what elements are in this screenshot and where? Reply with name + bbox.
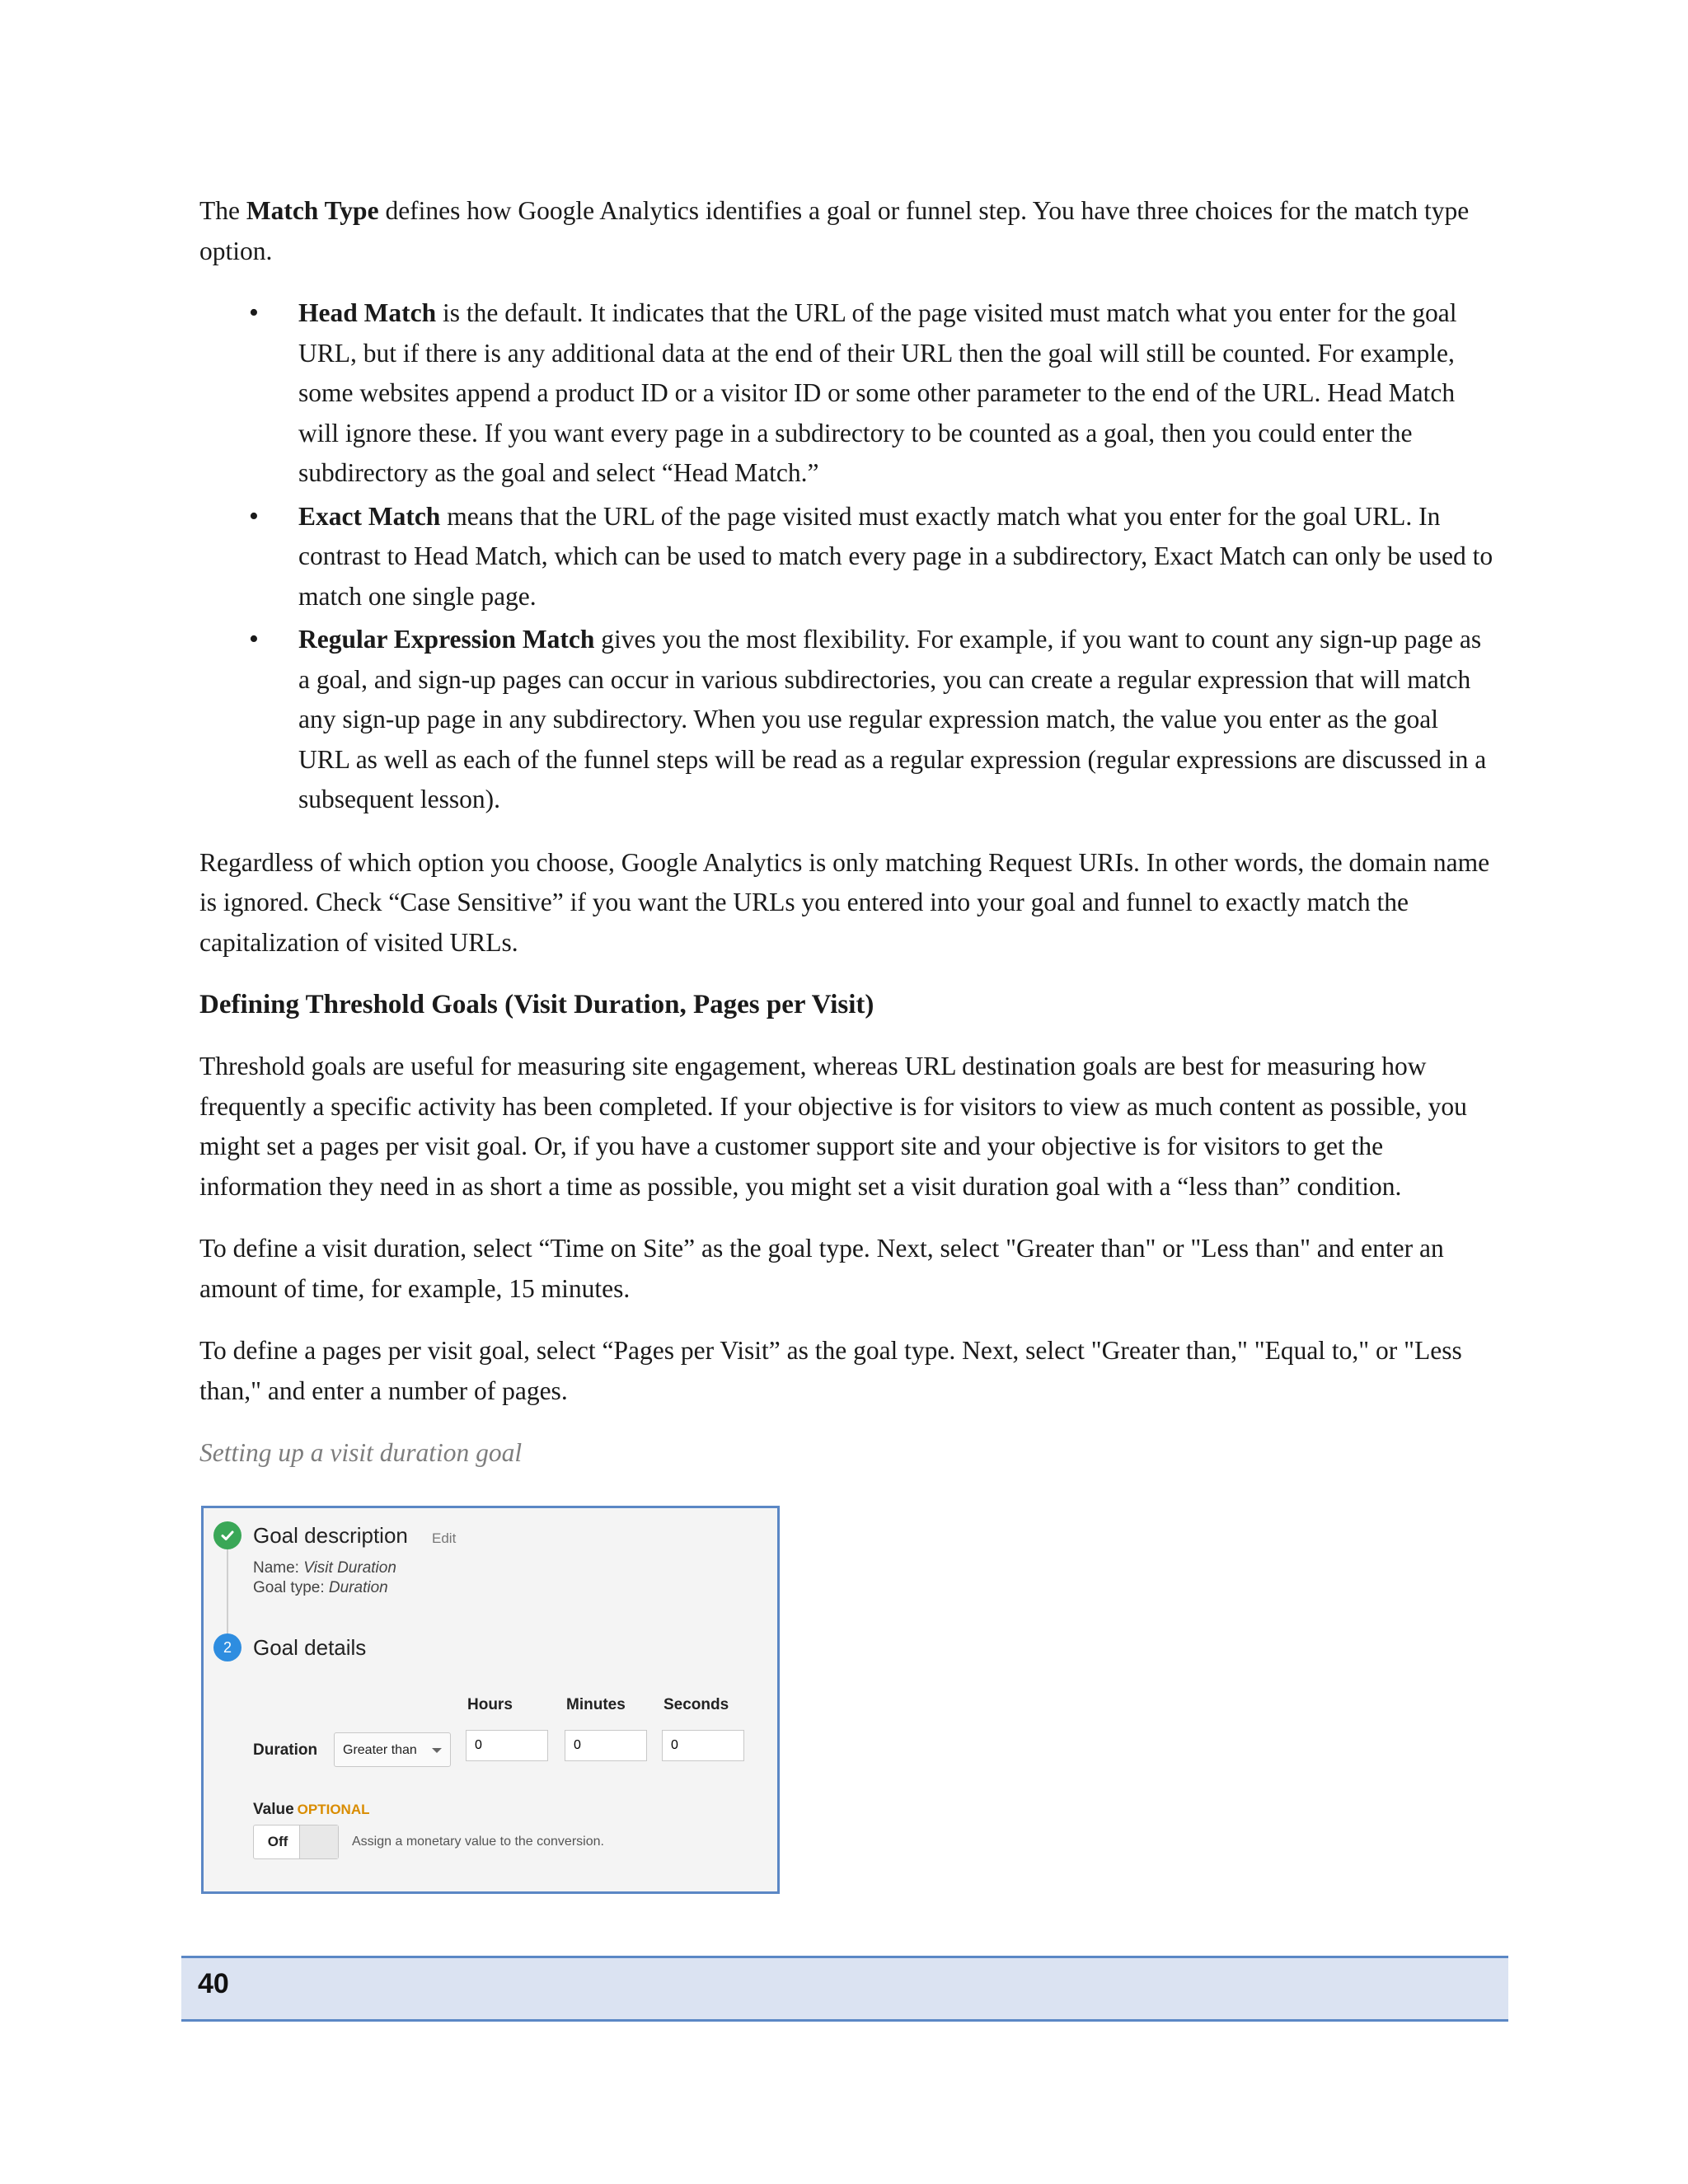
page-body (199, 191, 1493, 1894)
intro-prefix: The (199, 196, 246, 225)
intro-rest: defines how Google Analytics identifies a goal or funnel step. You have three choices for the match type option. (199, 196, 1470, 265)
list-item-term: Exact Match (298, 501, 441, 531)
goal-description-title: Goal description (253, 1523, 408, 1548)
goal-type-row (253, 1579, 388, 1597)
toggle-help-text: Assign a monetary value to the conversion. (352, 1835, 604, 1849)
seconds-header: Seconds (663, 1696, 729, 1713)
list-item-exact-match (199, 497, 1493, 617)
toggle-knob (299, 1825, 338, 1858)
page-footer (181, 1956, 1508, 2022)
minutes-input[interactable] (565, 1730, 647, 1761)
duration-label: Duration (253, 1741, 318, 1759)
goal-name-value: Visit Duration (303, 1559, 396, 1577)
chevron-down-icon (432, 1748, 442, 1753)
match-type-term: Match Type (246, 196, 379, 225)
bullet-icon: • (249, 500, 259, 532)
value-label-text: Value (253, 1801, 294, 1818)
value-label (253, 1801, 370, 1819)
list-item-term: Regular Expression Match (298, 625, 595, 654)
goal-name-label: Name: (253, 1559, 304, 1577)
intro-paragraph (199, 191, 1493, 271)
comparison-select[interactable] (334, 1732, 451, 1767)
list-item-regex-match (199, 620, 1493, 820)
bullet-icon: • (249, 298, 259, 328)
bullet-icon: • (249, 624, 259, 654)
seconds-input[interactable] (662, 1730, 744, 1761)
list-item-term: Head Match (298, 298, 437, 327)
list-item-text: means that the URL of the page visited must exactly match what you enter for the goal URL. In contrast to Head Match, which can be used to match every page in a subdirectory, Exact Match can only be used to match one single page. (298, 501, 1493, 611)
goal-details-title: Goal details (253, 1635, 367, 1660)
edit-link[interactable]: Edit (432, 1530, 457, 1546)
pages-paragraph: To define a pages per visit goal, select “Pages per Visit” as the goal type. Next, select "Greater than," "Equal to," or "Less than," and enter a number of pages. (199, 1336, 1462, 1405)
toggle-state-label: Off (267, 1834, 288, 1849)
optional-badge: OPTIONAL (297, 1802, 370, 1817)
minutes-header: Minutes (566, 1696, 626, 1713)
goal-setup-screenshot (201, 1506, 780, 1894)
hours-header: Hours (467, 1696, 513, 1713)
goal-name-row (253, 1559, 396, 1577)
page-number: 40 (198, 1968, 229, 1999)
threshold-paragraph: Threshold goals are useful for measuring site engagement, whereas URL destination goals are best for measuring how frequently a specific activity has been completed. If your objective is for visitors to view as much content as possible, you might set a pages per visit goal. Or, if you have a customer support site and your objective is for visitors to get the information they need in as short a time as possible, you might set a visit duration goal with a “less than” condition. (199, 1052, 1467, 1201)
goal-type-label: Goal type: (253, 1579, 329, 1596)
goal-type-value: Duration (328, 1579, 388, 1596)
list-item-text: is the default. It indicates that the URL of the page visited must match what you enter for the goal URL, but if there is any additional data at the end of their URL then the goal will still be counted. For example, some websites append a product ID or a visitor ID or some other parameter to the end of the URL. Head Match will ignore these. If you want every page in a subdirectory to be counted as a goal, then you could enter the subdirectory as the goal and select “Head Match.” (298, 298, 1457, 487)
regardless-paragraph: Regardless of which option you choose, Google Analytics is only matching Request URIs. In other words, the domain name is ignored. Check “Case Sensitive” if you want the URLs you entered into your goal and funnel to exactly match the capitalization of visited URLs. (199, 847, 1490, 957)
step-connector (227, 1544, 228, 1643)
value-toggle[interactable] (253, 1825, 339, 1859)
list-item-text: gives you the most flexibility. For example, if you want to count any sign-up page as a goal, and sign-up pages can occur in various subdirectories, you can create a regular expression that will match any sign-up page in any subdirectory. When you use regular expression match, the value you enter as the goal URL as well as each of the funnel steps will be read as a regular expression (regular expressions are discussed in a subsequent lesson). (298, 625, 1487, 813)
comparison-selected-value: Greater than (343, 1743, 417, 1757)
figure-caption: Setting up a visit duration goal (199, 1438, 523, 1467)
check-icon (213, 1521, 241, 1549)
match-type-list (199, 293, 1493, 820)
duration-paragraph: To define a visit duration, select “Time on Site” as the goal type. Next, select "Greater than" or "Less than" and enter an amount of time, for example, 15 minutes. (199, 1234, 1444, 1303)
section-heading: Defining Threshold Goals (Visit Duration, Pages per Visit) (199, 990, 874, 1019)
list-item-head-match (199, 293, 1493, 494)
hours-input[interactable] (466, 1730, 548, 1761)
step-number-badge: 2 (213, 1633, 241, 1661)
